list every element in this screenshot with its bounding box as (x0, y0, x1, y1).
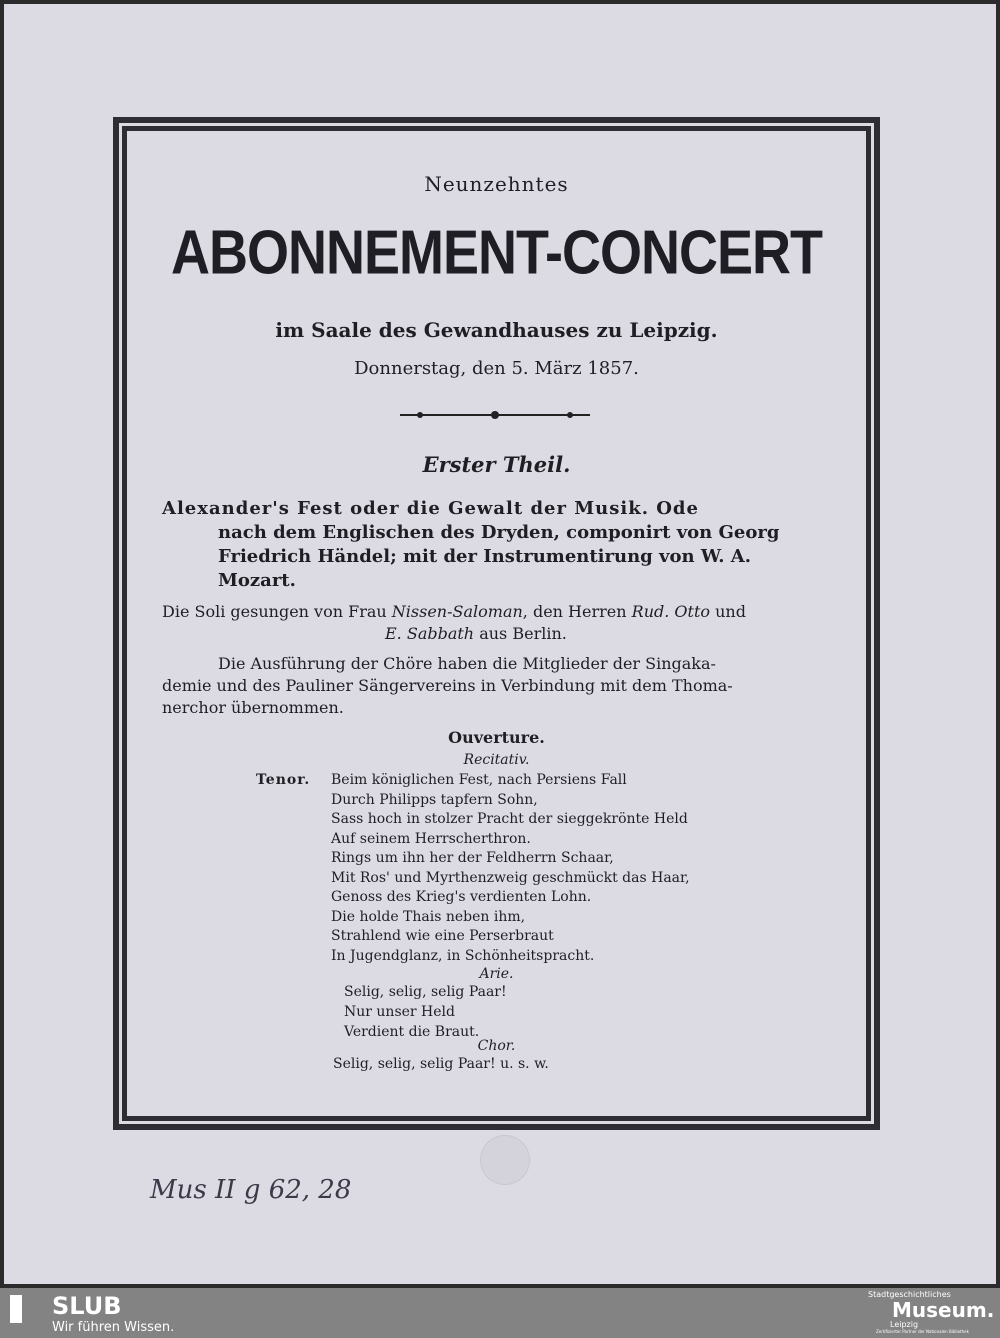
recitativ-line: Mit Ros' und Myrthenzweig geschmückt das Haar, (331, 869, 690, 886)
work-line: Friedrich Händel; mit der Instrumentirung von W. A. (218, 546, 752, 567)
text: aus Berlin. (474, 624, 567, 643)
work-line: nach dem Englischen des Dryden, componirt von Georg (218, 522, 780, 543)
book-icon (10, 1295, 22, 1323)
museum-note: Zertifizierter Partner der Nationalen Bibliothek (876, 1329, 969, 1334)
choir-line: demie und des Pauliner Sängervereins in Verbindung mit dem Thoma- (162, 676, 733, 695)
singer-name: Rud. Otto (631, 602, 711, 621)
arie-line: Selig, selig, selig Paar! (344, 984, 507, 1000)
venue: im Saale des Gewandhauses zu Leipzig. (275, 318, 718, 342)
part-heading: Erster Theil. (422, 452, 571, 477)
work-line: Alexander's Fest oder die Gewalt der Musik. Ode (162, 498, 699, 519)
text: und (710, 602, 746, 621)
chor-line: Selig, selig, selig Paar! u. s. w. (333, 1056, 549, 1072)
recitativ-line: Strahlend wie eine Perserbraut (331, 928, 554, 944)
choir-line: nerchor übernommen. (162, 698, 344, 717)
recitativ-line: Genoss des Krieg's verdienten Lohn. (331, 889, 592, 905)
overture-heading: Ouverture. (448, 728, 545, 747)
library-stamp (480, 1135, 530, 1185)
recitativ-line: Durch Philipps tapfern Sohn, (331, 791, 538, 808)
museum-city: Leipzig (890, 1320, 919, 1329)
footer-bar (0, 1288, 1000, 1338)
recitativ-line: Die holde Thais neben ihm, (331, 908, 526, 925)
singer-name: E. Sabbath (385, 624, 475, 643)
museum-logo: Museum. (892, 1298, 995, 1322)
concert-title: ABONNEMENT-CONCERT (171, 218, 822, 288)
recitativ-heading: Recitativ. (463, 752, 530, 768)
recitativ-line: Sass hoch in stolzer Pracht der sieggekrönte Held (331, 811, 688, 827)
recitativ-line: Auf seinem Herrscherthron. (331, 830, 531, 847)
slub-tagline: Wir führen Wissen. (52, 1320, 175, 1335)
slub-logo: SLUB (52, 1292, 122, 1320)
heading-ordinal: Neunzehntes (424, 172, 569, 196)
chor-heading: Chor. (477, 1038, 516, 1054)
recitativ-line: In Jugendglanz, in Schönheitspracht. (331, 947, 595, 964)
soli-line (385, 624, 567, 643)
ornament-divider (400, 410, 590, 420)
arie-line: Verdient die Braut. (344, 1024, 480, 1040)
handwritten-shelfmark: Mus II g 62, 28 (150, 1175, 352, 1205)
text: , den Herren (522, 602, 632, 621)
text: Die Soli gesungen von Frau (162, 602, 392, 621)
soli-line (162, 602, 746, 621)
work-line: Mozart. (218, 570, 296, 591)
arie-line: Nur unser Held (344, 1004, 455, 1020)
recitativ-line: Rings um ihn her der Feldherrn Schaar, (331, 850, 614, 866)
recitativ-line: Beim königlichen Fest, nach Persiens Fall (331, 772, 627, 788)
voice-label: Tenor. (256, 772, 311, 788)
museum-prefix: Stadtgeschichtliches (868, 1290, 951, 1299)
choir-line: Die Ausführung der Chöre haben die Mitglieder der Singaka- (218, 654, 716, 673)
date: Donnerstag, den 5. März 1857. (354, 358, 639, 379)
arie-heading: Arie. (479, 966, 514, 982)
singer-name: Nissen-Saloman (391, 602, 523, 621)
